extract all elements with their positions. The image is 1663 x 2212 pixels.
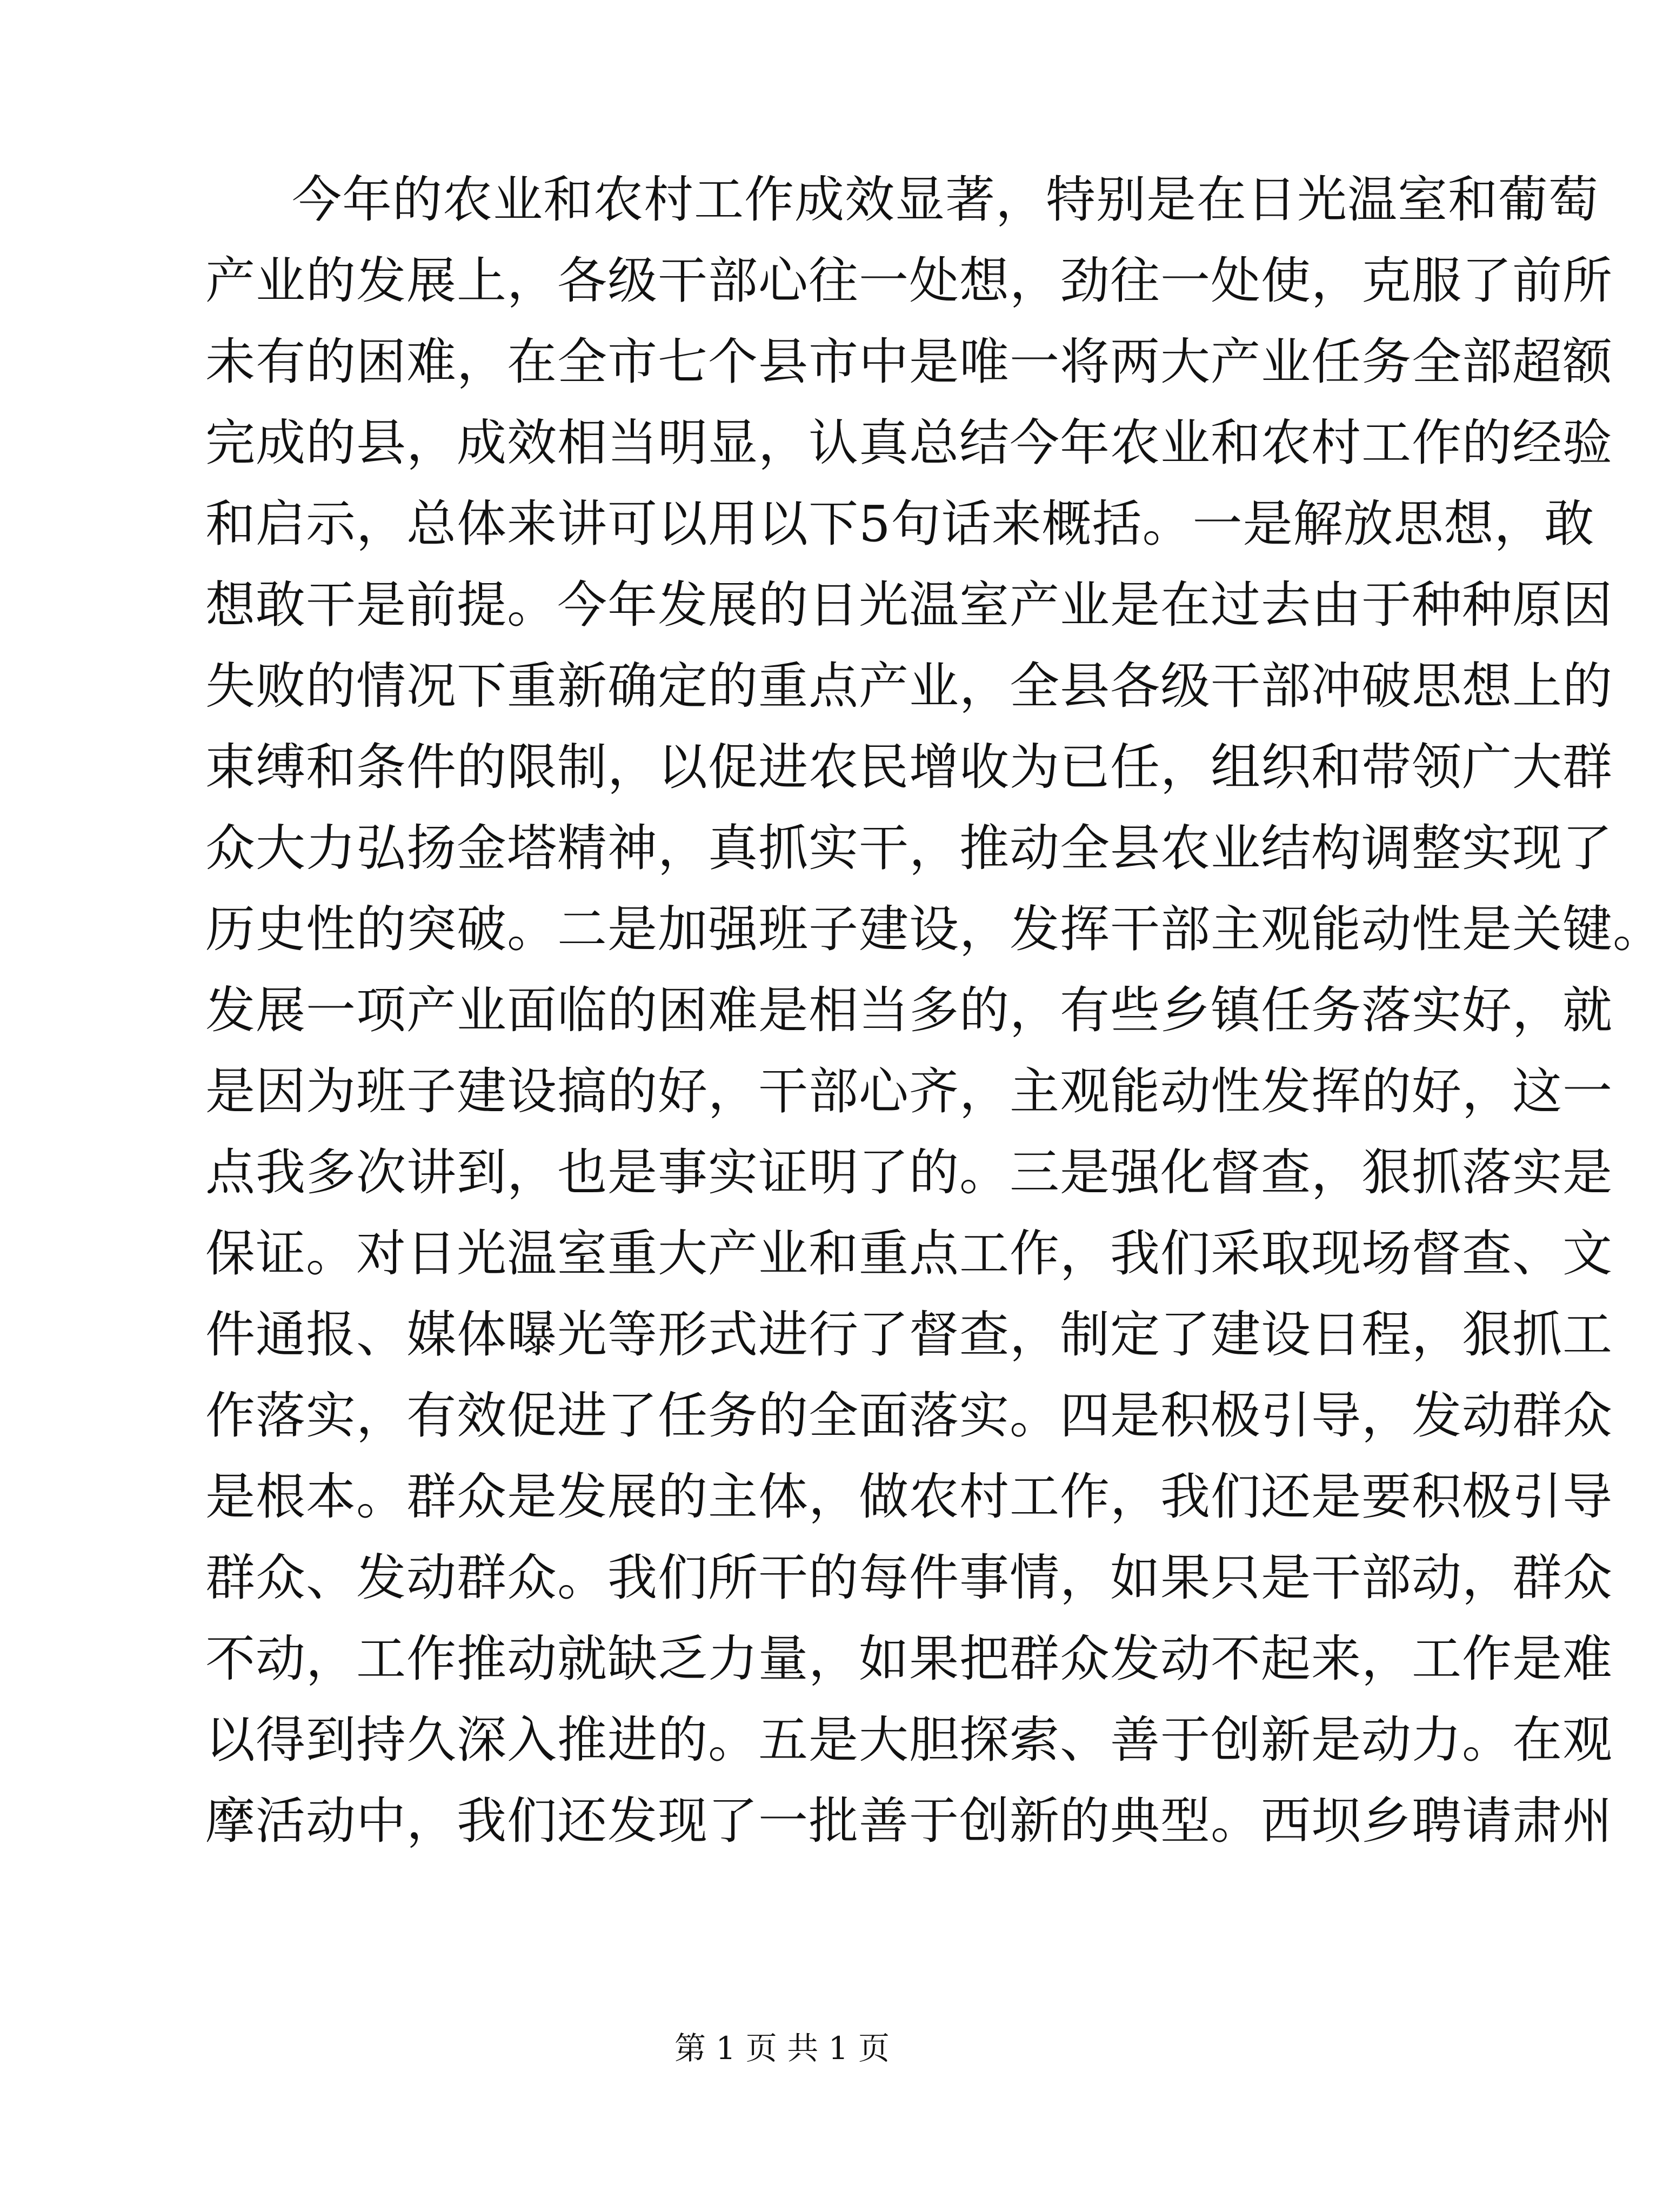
text-line: 作落实，有效促进了任务的全面落实。四是积极引导，发动群众 [205, 1387, 1613, 1445]
text-line: 未有的困难，在全市七个县市中是唯一将两大产业任务全部超额 [205, 333, 1613, 391]
text-line: 是因为班子建设搞的好，干部心齐，主观能动性发挥的好，这一 [205, 1062, 1613, 1120]
text-line: 以得到持久深入推进的。五是大胆探索、善于创新是动力。在观 [205, 1711, 1613, 1769]
text-line: 是根本。群众是发展的主体，做农村工作，我们还是要积极引导 [205, 1468, 1613, 1526]
text-line: 不动，工作推动就缺乏力量，如果把群众发动不起来，工作是难 [205, 1630, 1613, 1688]
text-line: 产业的发展上，各级干部心往一处想，劲往一处使，克服了前所 [205, 252, 1613, 310]
text-line: 点我多次讲到，也是事实证明了的。三是强化督查，狠抓落实是 [205, 1144, 1613, 1201]
text-line: 保证。对日光温室重大产业和重点工作，我们采取现场督查、文 [205, 1225, 1613, 1282]
text-line: 想敢干是前提。今年发展的日光温室产业是在过去由于种种原因 [205, 576, 1613, 634]
text-line: 和启示，总体来讲可以用以下5句话来概括。一是解放思想，敢 [205, 495, 1595, 553]
page-footer [0, 2027, 1564, 2070]
page-number-label: 第 1 页 共 1 页 [674, 2030, 890, 2067]
text-line: 众大力弘扬金塔精神，真抓实干，推动全县农业结构调整实现了 [205, 819, 1613, 877]
text-line: 件通报、媒体曝光等形式进行了督查，制定了建设日程，狠抓工 [205, 1306, 1613, 1364]
text-line: 今年的农业和农村工作成效显著，特别是在日光温室和葡萄 [292, 171, 1599, 229]
text-line: 完成的县，成效相当明显，认真总结今年农业和农村工作的经验 [205, 414, 1613, 472]
text-line: 失败的情况下重新确定的重点产业，全县各级干部冲破思想上的 [205, 657, 1613, 715]
text-line: 发展一项产业面临的困难是相当多的，有些乡镇任务落实好，就 [205, 981, 1613, 1039]
text-line: 摩活动中，我们还发现了一批善于创新的典型。西坝乡聘请肃州 [205, 1792, 1613, 1850]
text-line: 束缚和条件的限制，以促进农民增收为已任，组织和带领广大群 [205, 738, 1613, 796]
text-line: 群众、发动群众。我们所干的每件事情，如果只是干部动，群众 [205, 1549, 1613, 1607]
text-line: 历史性的突破。二是加强班子建设，发挥干部主观能动性是关键。 [205, 900, 1663, 958]
